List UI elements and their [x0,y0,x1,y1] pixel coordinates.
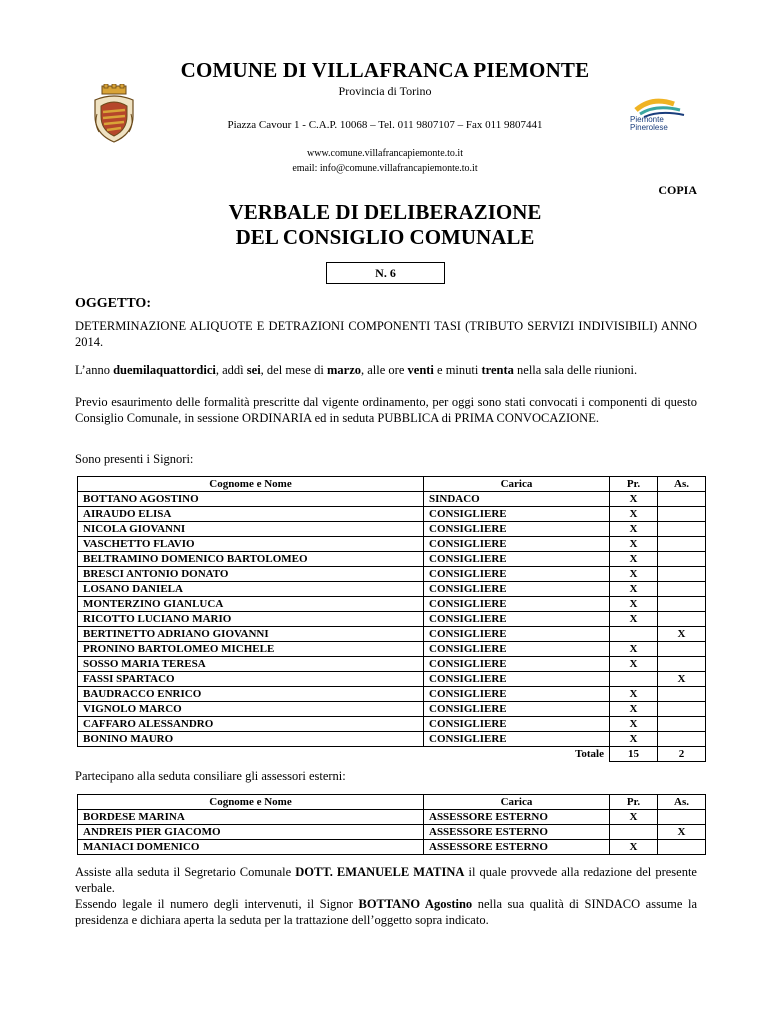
anno-minutes: trenta [481,363,514,377]
present-mark: X [610,582,658,597]
header-role: Carica [424,795,610,810]
table-row [78,825,706,840]
member-role: CONSIGLIERE [424,642,610,657]
present-mark [610,825,658,840]
header-present: Pr. [610,795,658,810]
present-mark: X [610,732,658,747]
absent-mark [658,507,706,522]
table-row [78,582,706,597]
member-role: CONSIGLIERE [424,672,610,687]
anno-text: , alle ore [361,363,408,377]
header-absent: As. [658,795,706,810]
table-row [78,492,706,507]
present-mark: X [610,522,658,537]
member-name: MANIACI DOMENICO [78,840,424,855]
present-mark: X [610,840,658,855]
website: www.comune.villafrancapiemonte.to.it [307,148,463,159]
member-role: CONSIGLIERE [424,552,610,567]
anno-text: , addì [215,363,247,377]
copia-label: COPIA [658,183,697,197]
email: email: info@comune.villafrancapiemonte.to.it [292,163,478,174]
member-role: CONSIGLIERE [424,717,610,732]
present-mark: X [610,702,658,717]
member-name: AIRAUDO ELISA [78,507,424,522]
table-header-row [78,795,706,810]
total-absent: 2 [658,747,706,762]
assessori-label: Partecipano alla seduta consiliare gli assessori esterni: [75,769,346,783]
document-title-line2: DEL CONSIGLIO COMUNALE [235,225,535,249]
absent-mark [658,567,706,582]
table-row [78,672,706,687]
total-present: 15 [610,747,658,762]
member-role: CONSIGLIERE [424,522,610,537]
member-name: NICOLA GIOVANNI [78,522,424,537]
secretary-name: DOTT. EMANUELE MATINA [295,865,465,879]
member-name: VASCHETTO FLAVIO [78,537,424,552]
member-name: VIGNOLO MARCO [78,702,424,717]
member-role: ASSESSORE ESTERNO [424,810,610,825]
table-row [78,657,706,672]
member-role: CONSIGLIERE [424,627,610,642]
essendo-paragraph [75,896,697,928]
absent-mark: X [658,825,706,840]
member-role: CONSIGLIERE [424,612,610,627]
absent-mark [658,657,706,672]
member-name: BRESCI ANTONIO DONATO [78,567,424,582]
present-mark: X [610,612,658,627]
anno-text: , del mese di [260,363,327,377]
table-row [78,717,706,732]
member-name: BERTINETTO ADRIANO GIOVANNI [78,627,424,642]
member-name: RICOTTO LUCIANO MARIO [78,612,424,627]
table-row [78,840,706,855]
document-title-line1: VERBALE DI DELIBERAZIONE [228,200,542,224]
table-row [78,552,706,567]
absent-mark [658,840,706,855]
absent-mark [658,702,706,717]
table-row [78,567,706,582]
anno-text: e minuti [433,363,482,377]
table-row [78,702,706,717]
member-name: PRONINO BARTOLOMEO MICHELE [78,642,424,657]
attendance-table [77,476,706,762]
member-role: CONSIGLIERE [424,597,610,612]
absent-mark [658,642,706,657]
member-role: SINDACO [424,492,610,507]
anno-year: duemilaquattordici [113,363,216,377]
assiste-paragraph [75,864,697,896]
absent-mark [658,492,706,507]
header-present: Pr. [610,477,658,492]
table-row [78,597,706,612]
header-absent: As. [658,477,706,492]
member-role: CONSIGLIERE [424,657,610,672]
present-mark: X [610,597,658,612]
member-name: CAFFARO ALESSANDRO [78,717,424,732]
member-role: ASSESSORE ESTERNO [424,840,610,855]
deliberation-number: N. 6 [326,262,445,284]
anno-text: nella sala delle riunioni. [513,363,638,377]
present-mark: X [610,492,658,507]
present-mark: X [610,687,658,702]
present-mark [610,627,658,642]
logo-text: Piemonte Pinerolese [630,115,668,132]
absent-mark: X [658,627,706,642]
present-mark [610,672,658,687]
member-name: BOTTANO AGOSTINO [78,492,424,507]
absent-mark [658,522,706,537]
absent-mark [658,810,706,825]
member-role: CONSIGLIERE [424,732,610,747]
anno-text: L’anno [75,363,114,377]
header-name: Cognome e Nome [78,795,424,810]
member-name: BELTRAMINO DOMENICO BARTOLOMEO [78,552,424,567]
member-role: CONSIGLIERE [424,687,610,702]
absent-mark [658,612,706,627]
totals-row [78,747,706,762]
present-mark: X [610,642,658,657]
present-mark: X [610,552,658,567]
present-mark: X [610,537,658,552]
mayor-name: BOTTANO Agostino [358,897,473,911]
table-row [78,627,706,642]
absent-mark [658,732,706,747]
member-role: CONSIGLIERE [424,702,610,717]
member-name: BONINO MAURO [78,732,424,747]
assessori-table [77,794,706,855]
present-mark: X [610,810,658,825]
anno-paragraph [75,362,697,378]
table-header-row [78,477,706,492]
table-row [78,522,706,537]
municipality-title: COMUNE DI VILLAFRANCA PIEMONTE [180,58,590,82]
present-mark: X [610,567,658,582]
presenti-label: Sono presenti i Signori: [75,452,194,466]
member-name: ANDREIS PIER GIACOMO [78,825,424,840]
member-name: BAUDRACCO ENRICO [78,687,424,702]
table-row [78,507,706,522]
header-name: Cognome e Nome [78,477,424,492]
essendo-text: nella sua qualità di SINDACO assume la presidenza e dichiara aperta la seduta per la trattazione dell’oggetto sopra indicato. [75,897,698,927]
table-row [78,687,706,702]
absent-mark [658,582,706,597]
member-name: SOSSO MARIA TERESA [78,657,424,672]
absent-mark [658,537,706,552]
anno-month: marzo [326,363,361,377]
essendo-text: Essendo legale il numero degli intervenuti, il Signor [75,897,359,911]
present-mark: X [610,657,658,672]
present-mark: X [610,717,658,732]
oggetto-text: DETERMINAZIONE ALIQUOTE E DETRAZIONI COMPONENTI TASI (TRIBUTO SERVIZI INDIVISIBILI) ANNO 2014. [75,319,697,349]
anno-hour: venti [407,363,434,377]
absent-mark: X [658,672,706,687]
assiste-text: il quale provvede alla redazione del presente verbale. [75,865,697,895]
member-role: CONSIGLIERE [424,567,610,582]
address: Piazza Cavour 1 - C.A.P. 10068 – Tel. 011 9807107 – Fax 011 9807441 [227,119,543,131]
province: Provincia di Torino [338,84,432,98]
table-row [78,810,706,825]
header-role: Carica [424,477,610,492]
member-role: ASSESSORE ESTERNO [424,825,610,840]
table-row [78,537,706,552]
member-name: FASSI SPARTACO [78,672,424,687]
totals-label: Totale [575,748,604,761]
member-role: CONSIGLIERE [424,507,610,522]
absent-mark [658,597,706,612]
table-row [78,612,706,627]
totals-spacer [78,747,424,762]
absent-mark [658,717,706,732]
anno-day: sei [246,363,261,377]
member-name: MONTERZINO GIANLUCA [78,597,424,612]
member-name: LOSANO DANIELA [78,582,424,597]
member-name: BORDESE MARINA [78,810,424,825]
absent-mark [658,552,706,567]
absent-mark [658,687,706,702]
table-row [78,732,706,747]
table-row [78,642,706,657]
assiste-text: Assiste alla seduta il Segretario Comunale [75,865,296,879]
present-mark: X [610,507,658,522]
document-title [0,200,770,250]
oggetto-heading: OGGETTO: [75,296,151,311]
previo-paragraph: Previo esaurimento delle formalità prescritte dal vigente ordinamento, per oggi sono stati convocati i componenti di questo Consiglio Comunale, in sessione ORDINARIA ed in seduta PUBBLICA di PRIMA CONVOCAZIONE. [75,395,697,425]
member-role: CONSIGLIERE [424,582,610,597]
member-role: CONSIGLIERE [424,537,610,552]
